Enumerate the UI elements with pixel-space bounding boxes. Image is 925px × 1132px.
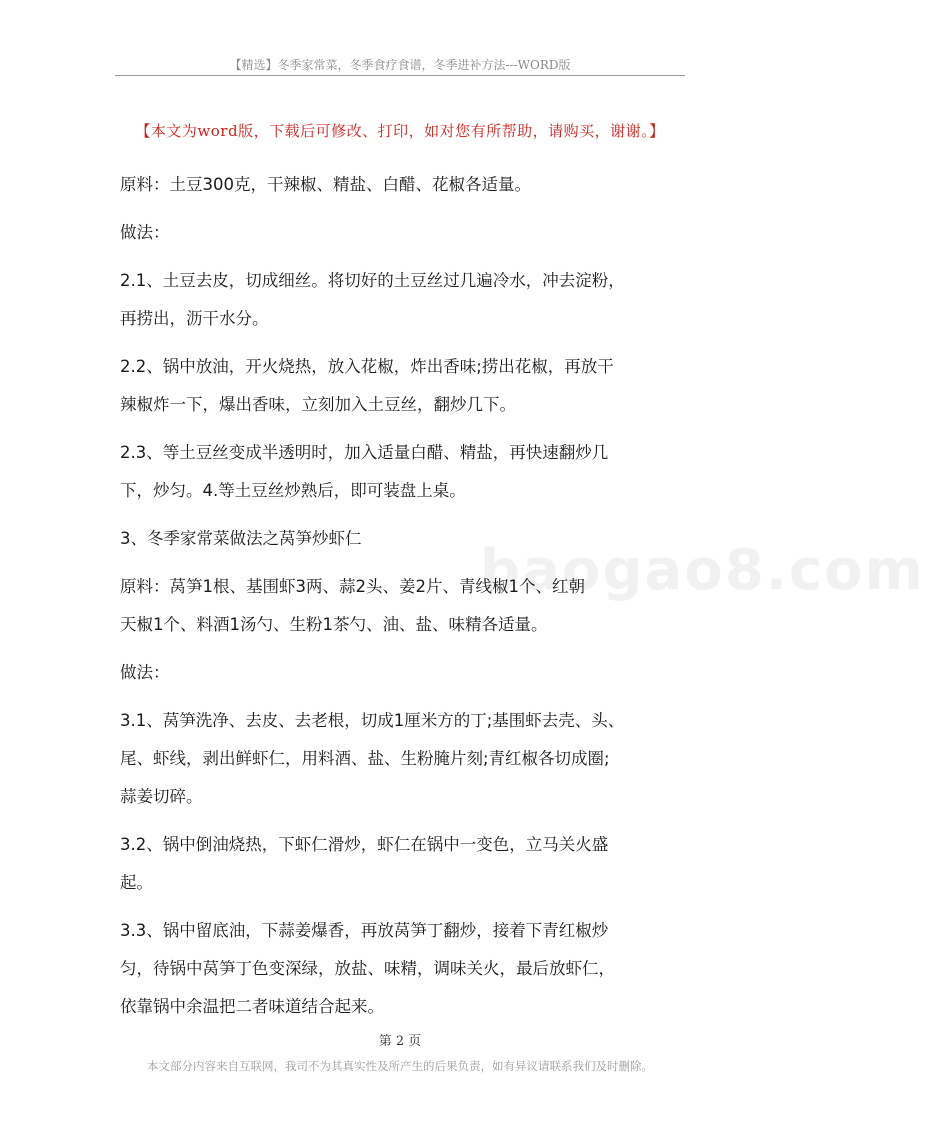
paragraph-gap: [120, 902, 685, 912]
text-line: 3.1、莴笋洗净、去皮、去老根，切成1厘米方的丁;基围虾去壳、头、: [120, 711, 625, 730]
text-line: 再捞出，沥干水分。: [120, 309, 269, 328]
header-divider: [115, 75, 685, 76]
paragraph: [120, 434, 685, 510]
watermark: baogao8.com: [480, 538, 925, 603]
paragraph-gap: [120, 424, 685, 434]
text-line: 做法：: [120, 223, 170, 242]
page-number: 第 2 页: [378, 1034, 422, 1049]
text-line: 匀，待锅中莴笋丁色变深绿，放盐、味精，调味关火，最后放虾仁，: [120, 959, 615, 978]
paragraph: [120, 348, 685, 424]
paragraph: [120, 702, 685, 816]
page-header: 【精选】冬季家常菜，冬季食疗食谱，冬季进补方法---WORD版: [229, 58, 571, 72]
text-line: 起。: [120, 873, 153, 892]
text-line: 3.2、锅中倒油烧热，下虾仁滑炒，虾仁在锅中一变色，立马关火盛: [120, 835, 609, 854]
paragraph-gap: [120, 558, 685, 568]
paragraph-gap: [120, 644, 685, 654]
paragraph-gap: [120, 692, 685, 702]
paragraph: [120, 654, 685, 692]
disclaimer-footer: 本文部分内容来自互联网，我司不为其真实性及所产生的后果负责，如有异议请联系我们及时删除。: [147, 1059, 653, 1073]
text-line: 2.1、土豆去皮，切成细丝。将切好的土豆丝过几遍冷水，冲去淀粉，: [120, 271, 625, 290]
paragraph: [120, 214, 685, 252]
paragraph: [120, 262, 685, 338]
text-line: 原料：土豆300克，干辣椒、精盐、白醋、花椒各适量。: [120, 175, 531, 194]
paragraph: [120, 826, 685, 902]
paragraph-gap: [120, 816, 685, 826]
paragraph: [120, 520, 685, 558]
text-line: 2.3、等土豆丝变成半透明时，加入适量白醋、精盐，再快速翻炒几: [120, 443, 609, 462]
paragraph: [120, 568, 685, 644]
text-line: 3.3、锅中留底油，下蒜姜爆香，再放莴笋丁翻炒，接着下青红椒炒: [120, 921, 609, 940]
text-line: 做法：: [120, 663, 170, 682]
text-line: 依靠锅中余温把二者味道结合起来。: [120, 997, 384, 1016]
paragraph: [120, 166, 685, 204]
text-line: 下，炒匀。4.等土豆丝炒熟后，即可装盘上桌。: [120, 481, 466, 500]
paragraph-gap: [120, 252, 685, 262]
text-line: 辣椒炸一下，爆出香味，立刻加入土豆丝，翻炒几下。: [120, 395, 516, 414]
document-body: [120, 166, 685, 1026]
text-line: 3、冬季家常菜做法之莴笋炒虾仁: [120, 529, 362, 548]
paragraph-gap: [120, 204, 685, 214]
text-line: 尾、虾线，剥出鲜虾仁，用料酒、盐、生粉腌片刻;青红椒各切成圈;: [120, 749, 610, 768]
paragraph-gap: [120, 510, 685, 520]
word-version-notice: 【本文为word版，下载后可修改、打印，如对您有所帮助，请购买，谢谢。】: [135, 122, 665, 140]
text-line: 蒜姜切碎。: [120, 787, 203, 806]
paragraph: [120, 912, 685, 1026]
text-line: 原料：莴笋1根、基围虾3两、蒜2头、姜2片、青线椒1个、红朝: [120, 577, 585, 596]
text-line: 天椒1个、料酒1汤勺、生粉1茶勺、油、盐、味精各适量。: [120, 615, 548, 634]
text-line: 2.2、锅中放油，开火烧热，放入花椒，炸出香味;捞出花椒，再放干: [120, 357, 614, 376]
paragraph-gap: [120, 338, 685, 348]
